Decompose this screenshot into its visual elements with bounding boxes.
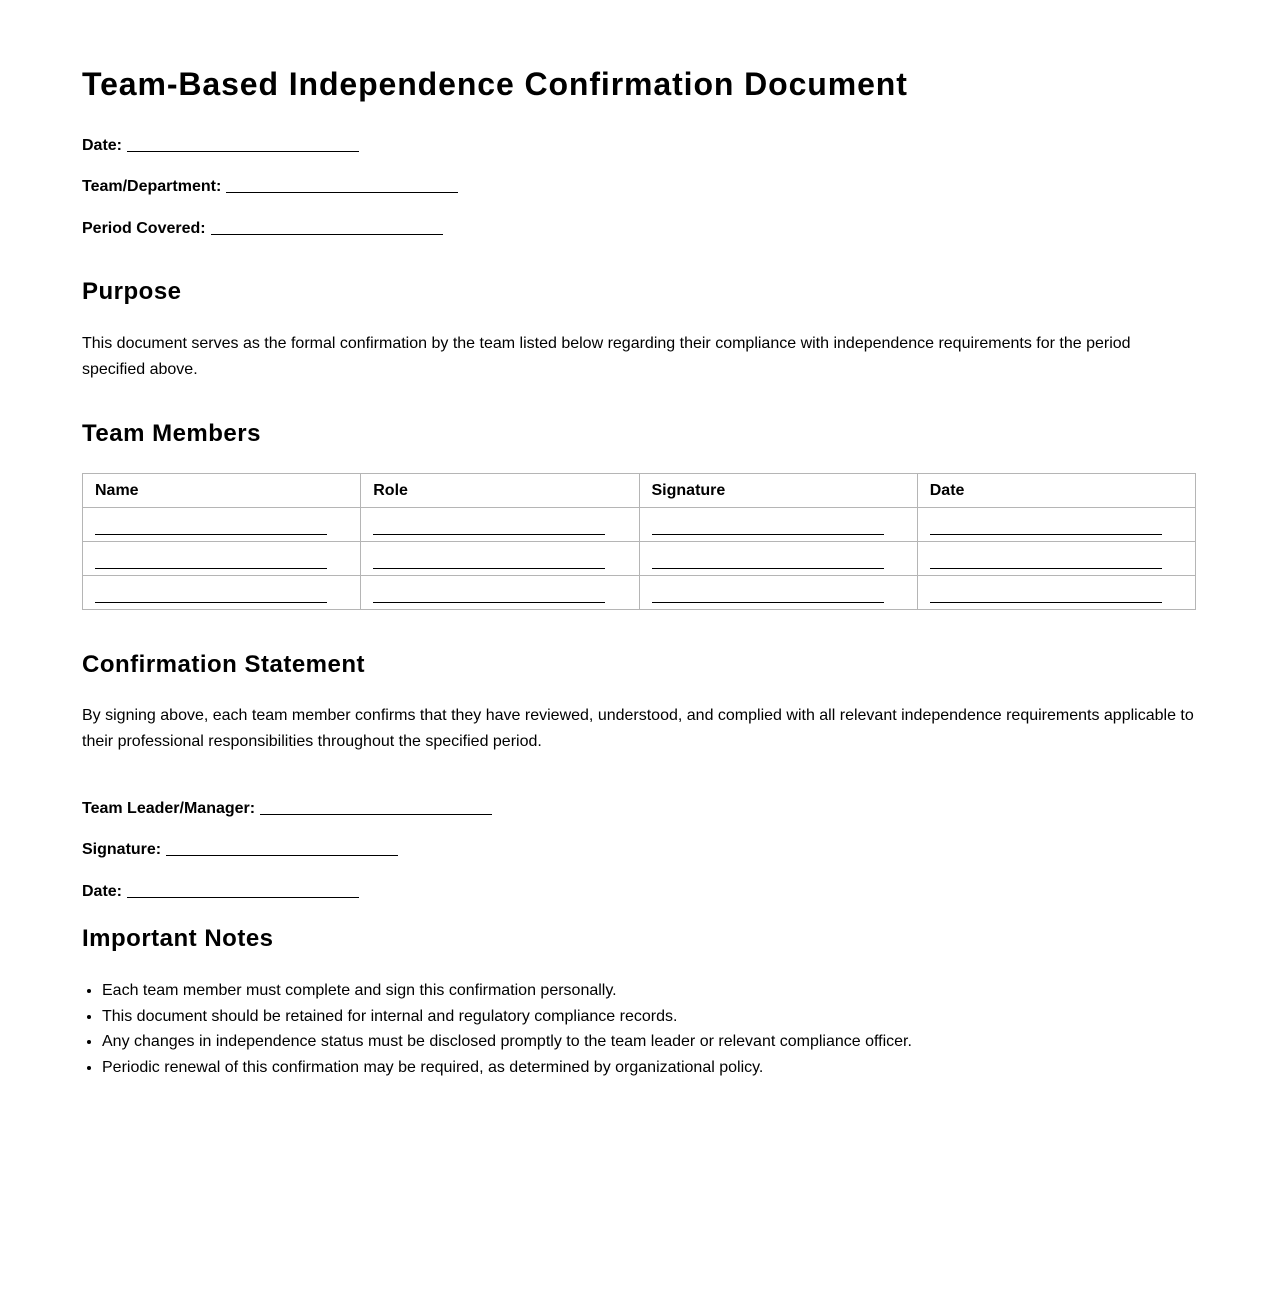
leader-date-field bbox=[82, 882, 359, 902]
blank-line bbox=[95, 588, 327, 603]
role-cell bbox=[361, 576, 639, 610]
blank-line bbox=[652, 554, 884, 569]
signature-cell bbox=[639, 508, 917, 542]
period-covered-field bbox=[82, 219, 443, 239]
period-covered-blank-line bbox=[211, 219, 443, 235]
column-header-name: Name bbox=[83, 474, 361, 508]
blank-line bbox=[930, 520, 1162, 535]
blank-line bbox=[373, 588, 605, 603]
team-department-field bbox=[82, 177, 458, 197]
team-leader-field bbox=[82, 799, 492, 819]
leader-signature-label: Signature: bbox=[82, 841, 162, 858]
table-row bbox=[83, 508, 1196, 542]
column-header-role: Role bbox=[361, 474, 639, 508]
team-leader-label: Team Leader/Manager: bbox=[82, 800, 256, 817]
important-notes-heading: Important Notes bbox=[82, 925, 274, 952]
list-item: • Each team member must complete and sign this confirmation personally. bbox=[102, 978, 912, 1004]
blank-line bbox=[95, 554, 327, 569]
important-notes-list bbox=[82, 978, 912, 1081]
table-header-row bbox=[83, 474, 1196, 508]
list-item: • Any changes in independence status must be disclosed promptly to the team leader or relevant compliance officer. bbox=[102, 1029, 912, 1055]
team-department-label: Team/Department: bbox=[82, 178, 222, 195]
leader-signature-blank-line bbox=[166, 840, 398, 856]
team-department-blank-line bbox=[226, 177, 458, 193]
document-title: Team-Based Independence Confirmation Document bbox=[82, 66, 908, 102]
role-cell bbox=[361, 508, 639, 542]
table-row bbox=[83, 576, 1196, 610]
team-members-table bbox=[82, 473, 1196, 610]
table-row bbox=[83, 542, 1196, 576]
signature-cell bbox=[639, 542, 917, 576]
signature-cell bbox=[639, 576, 917, 610]
leader-date-blank-line bbox=[127, 882, 359, 898]
date-cell bbox=[917, 508, 1195, 542]
purpose-heading: Purpose bbox=[82, 278, 182, 305]
confirmation-text: By signing above, each team member confirms that they have reviewed, understood, and complied with all relevant independence requirements applicable to their professional responsibilities throughout the specified period. bbox=[82, 707, 1194, 750]
blank-line bbox=[652, 520, 884, 535]
name-cell bbox=[83, 542, 361, 576]
column-header-signature: Signature bbox=[639, 474, 917, 508]
date-label: Date: bbox=[82, 137, 123, 154]
blank-line bbox=[95, 520, 327, 535]
blank-line bbox=[373, 554, 605, 569]
period-covered-label: Period Covered: bbox=[82, 220, 206, 237]
column-header-date: Date bbox=[917, 474, 1195, 508]
leader-signature-field bbox=[82, 840, 398, 860]
list-item: • This document should be retained for internal and regulatory compliance records. bbox=[102, 1004, 912, 1030]
blank-line bbox=[652, 588, 884, 603]
blank-line bbox=[930, 554, 1162, 569]
date-blank-line bbox=[127, 136, 359, 152]
leader-date-label: Date: bbox=[82, 883, 123, 900]
date-cell bbox=[917, 542, 1195, 576]
team-members-heading: Team Members bbox=[82, 420, 261, 447]
name-cell bbox=[83, 508, 361, 542]
date-field bbox=[82, 136, 359, 156]
blank-line bbox=[373, 520, 605, 535]
date-cell bbox=[917, 576, 1195, 610]
role-cell bbox=[361, 542, 639, 576]
list-item: • Periodic renewal of this confirmation may be required, as determined by organizational policy. bbox=[102, 1055, 912, 1081]
team-leader-blank-line bbox=[260, 799, 492, 815]
purpose-text: This document serves as the formal confirmation by the team listed below regarding their compliance with independence requirements for the period specified above. bbox=[82, 335, 1131, 378]
blank-line bbox=[930, 588, 1162, 603]
name-cell bbox=[83, 576, 361, 610]
confirmation-heading: Confirmation Statement bbox=[82, 651, 366, 678]
